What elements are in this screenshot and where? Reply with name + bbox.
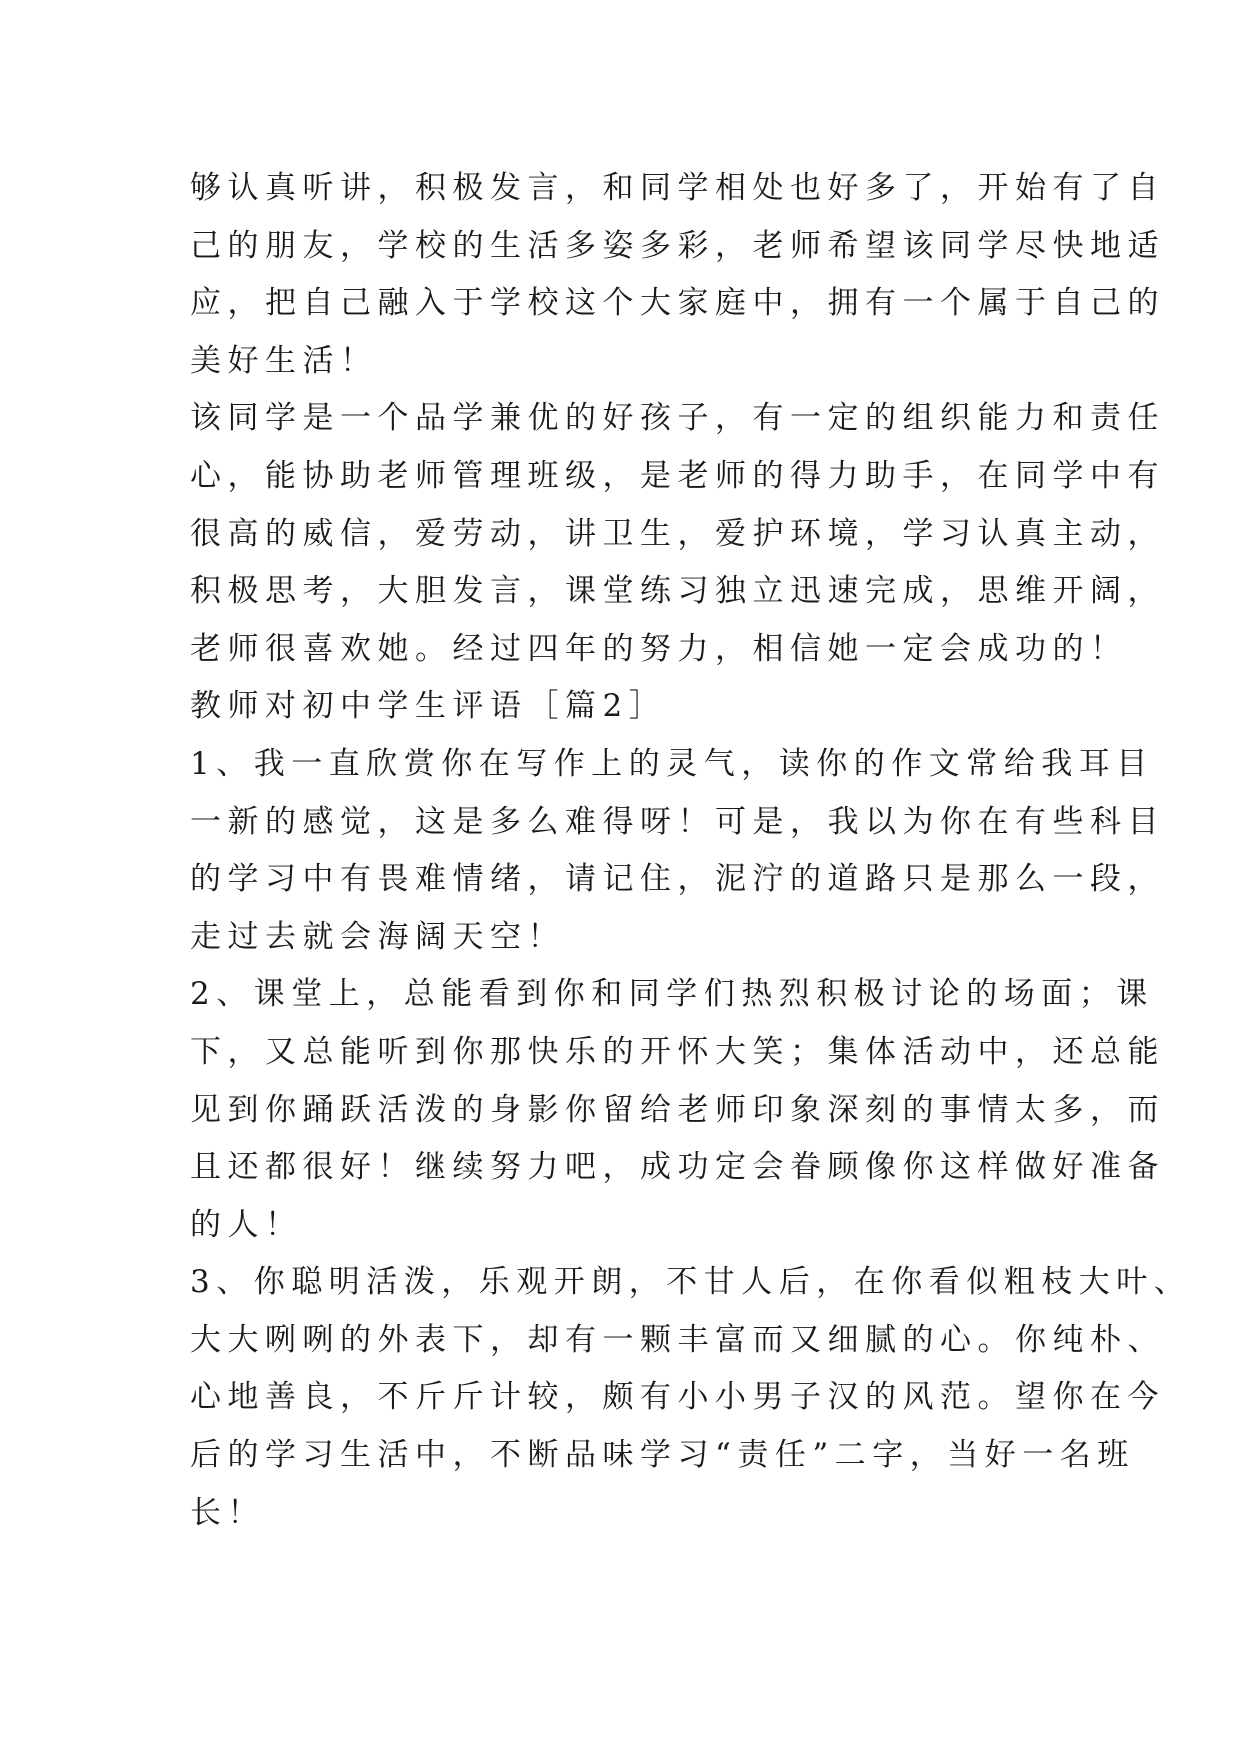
text-line: 2、课堂上，总能看到你和同学们热烈积极讨论的场面；课 (190, 976, 1154, 1013)
text-line: 一新的感觉，这是多么难得呀！可是，我以为你在有些科目 (190, 803, 1165, 840)
text-line: 下，又总能听到你那快乐的开怀大笑；集体活动中，还总能 (190, 1033, 1165, 1070)
text-line: 长！ (190, 1494, 265, 1531)
section-heading (190, 678, 1070, 736)
text-line: 大大咧咧的外表下，却有一颗丰富而又细腻的心。你纯朴、 (190, 1321, 1165, 1358)
text-line: 积极思考，大胆发言，课堂练习独立迅速完成，思维开阔， (190, 573, 1165, 610)
comment-2 (190, 966, 1165, 1254)
paragraph-1 (190, 160, 1165, 390)
text-line: 心，能协助老师管理班级，是老师的得力助手，在同学中有 (190, 457, 1165, 494)
comment-3 (190, 1254, 1192, 1542)
comment-1 (190, 736, 1165, 966)
paragraph-2 (190, 390, 1165, 678)
text-line: 的人！ (190, 1206, 303, 1243)
document-body (190, 160, 1192, 1542)
text-line: 后的学习生活中，不断品味学习“责任”二字，当好一名班 (190, 1437, 1135, 1474)
text-line: 3、你聪明活泼，乐观开朗，不甘人后，在你看似粗枝大叶、 (190, 1264, 1192, 1301)
text-line: 走过去就会海阔天空！ (190, 918, 565, 955)
heading-line: 教师对初中学生评语［篇2］ (190, 688, 667, 725)
text-line: 够认真听讲，积极发言，和同学相处也好多了，开始有了自 (190, 170, 1165, 206)
text-line: 应，把自己融入于学校这个大家庭中，拥有一个属于自己的 (190, 285, 1165, 322)
text-line: 心地善良，不斤斤计较，颇有小小男子汉的风范。望你在今 (190, 1379, 1165, 1416)
text-line: 1、我一直欣赏你在写作上的灵气，读你的作文常给我耳目 (190, 745, 1154, 782)
text-line: 见到你踊跃活泼的身影你留给老师印象深刻的事情太多，而 (190, 1091, 1165, 1128)
text-line: 且还都很好！继续努力吧，成功定会眷顾像你这样做好准备 (190, 1149, 1165, 1186)
text-line: 的学习中有畏难情绪，请记住，泥泞的道路只是那么一段， (190, 861, 1165, 898)
text-line: 很高的威信，爱劳动，讲卫生，爱护环境，学习认真主动， (190, 515, 1165, 552)
text-line: 老师很喜欢她。经过四年的努力，相信她一定会成功的！ (190, 630, 1128, 667)
text-line: 该同学是一个品学兼优的好孩子，有一定的组织能力和责任 (190, 400, 1165, 437)
text-line: 美好生活！ (190, 342, 378, 379)
text-line: 己的朋友，学校的生活多姿多彩，老师希望该同学尽快地适 (190, 227, 1165, 264)
